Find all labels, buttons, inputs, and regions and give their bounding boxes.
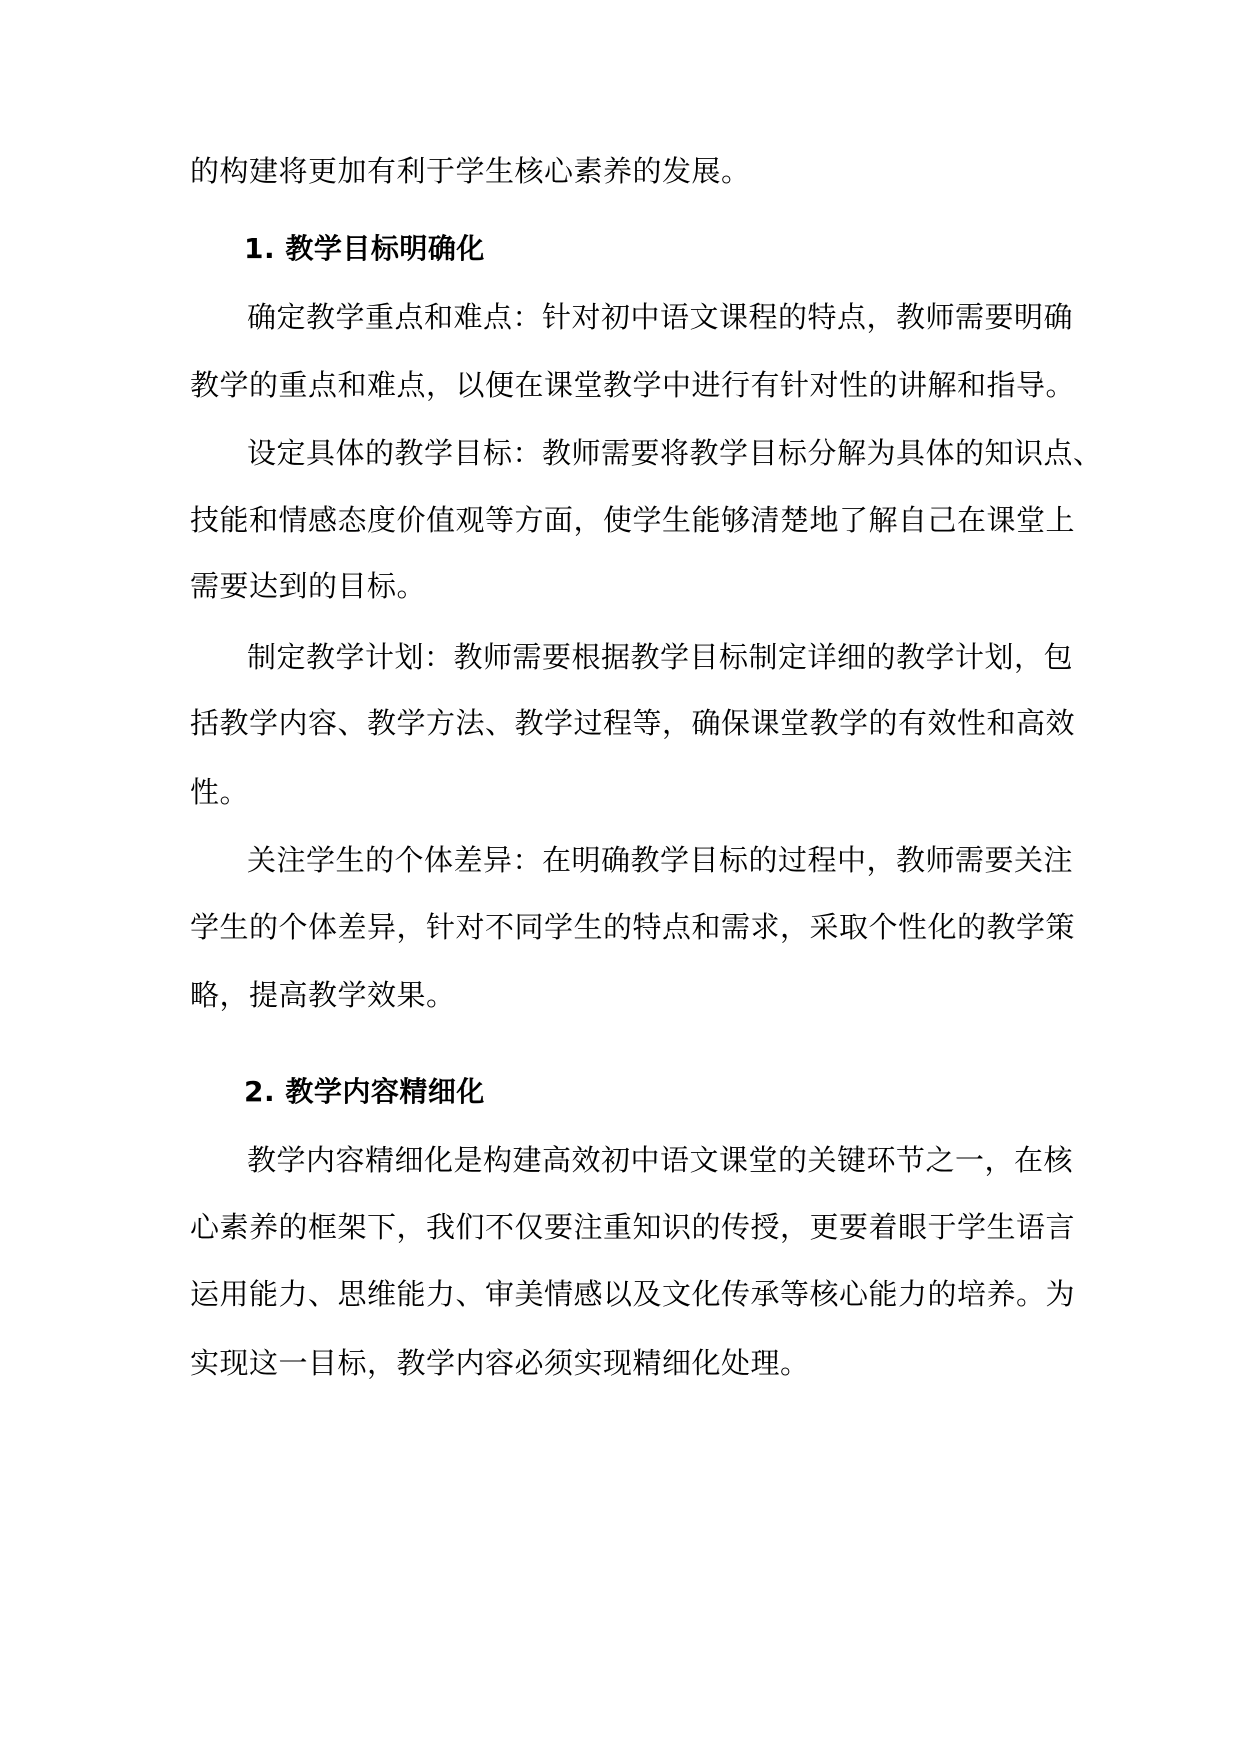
paragraph-line: 设定具体的教学目标：教师需要将教学目标分解为具体的知识点、 (247, 436, 1103, 470)
paragraph-line: 需要达到的目标。 (190, 569, 427, 603)
paragraph-line: 实现这一目标，教学内容必须实现精细化处理。 (190, 1346, 810, 1380)
paragraph-line: 的构建将更加有利于学生核心素养的发展。 (190, 154, 751, 188)
paragraph-line: 教学的重点和难点，以便在课堂教学中进行有针对性的讲解和指导。 (190, 368, 1076, 402)
paragraph-line: 学生的个体差异，针对不同学生的特点和需求，采取个性化的教学策 (190, 910, 1076, 944)
paragraph-line: 制定教学计划：教师需要根据教学目标制定详细的教学计划，包 (247, 640, 1074, 674)
paragraph-line: 略，提高教学效果。 (190, 978, 456, 1012)
paragraph-line: 运用能力、思维能力、审美情感以及文化传承等核心能力的培养。为 (190, 1277, 1076, 1311)
paragraph-line: 关注学生的个体差异：在明确教学目标的过程中，教师需要关注 (247, 843, 1074, 877)
section-heading: 2. 教学内容精细化 (244, 1075, 485, 1108)
paragraph-line: 心素养的框架下，我们不仅要注重知识的传授，更要着眼于学生语言 (190, 1210, 1076, 1244)
paragraph-line: 括教学内容、教学方法、教学过程等，确保课堂教学的有效性和高效 (190, 706, 1076, 740)
section-heading: 1. 教学目标明确化 (244, 232, 485, 265)
paragraph-line: 教学内容精细化是构建高效初中语文课堂的关键环节之一，在核 (247, 1143, 1074, 1177)
paragraph-line: 确定教学重点和难点：针对初中语文课程的特点，教师需要明确 (247, 300, 1074, 334)
paragraph-line: 技能和情感态度价值观等方面，使学生能够清楚地了解自己在课堂上 (190, 503, 1076, 537)
paragraph-line: 性。 (190, 775, 250, 809)
